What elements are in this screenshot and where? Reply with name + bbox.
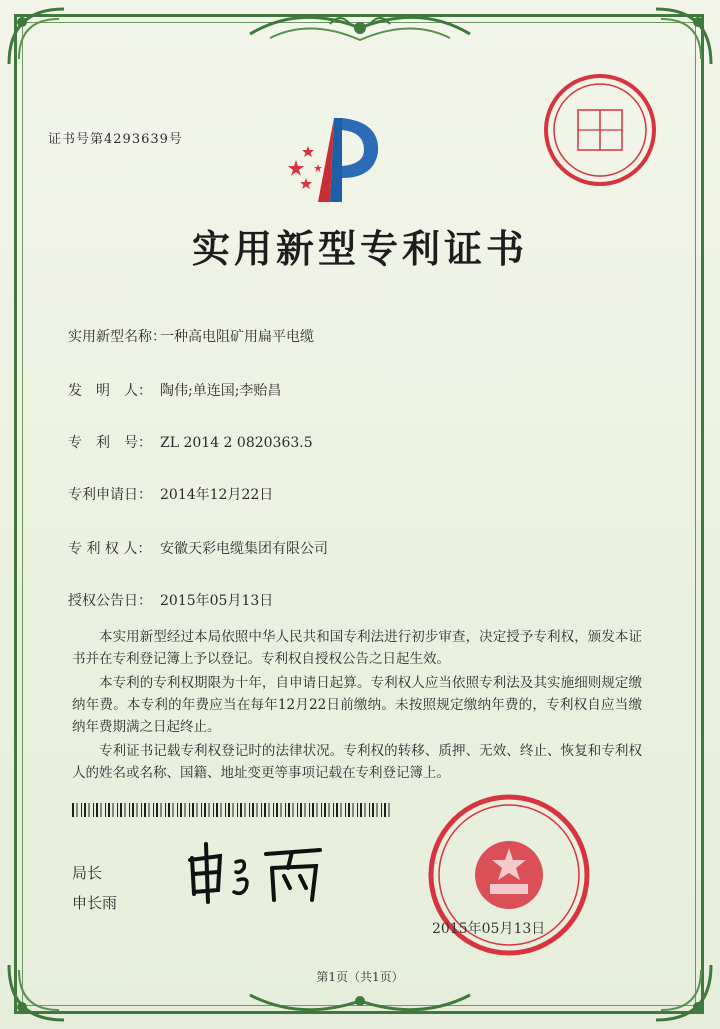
field-patent-number	[68, 432, 313, 452]
field-label: 专利申请日：	[68, 487, 152, 503]
page-number: 第1页（共1页）	[316, 970, 404, 984]
field-label: 专 利 号：	[68, 435, 152, 451]
field-value: ZL 2014 2 0820363.5	[160, 435, 313, 451]
certificate-body	[72, 626, 642, 786]
barcode	[72, 803, 390, 817]
bottom-ornament	[240, 985, 480, 1025]
body-paragraph-1: 本实用新型经过本局依照中华人民共和国专利法进行初步审查，决定授予专利权，颁发本证书并在专利登记簿上予以登记。专利权自授权公告之日起生效。	[72, 629, 642, 667]
body-paragraph-2: 本专利的专利权期限为十年，自申请日起算。专利权人应当依照专利法及其实施细则规定缴纳年费。本专利的年费应当在每年12月22日前缴纳。未按照规定缴纳年费的，专利权自应当缴纳年费期满之日起终止。	[72, 675, 642, 735]
corner-ornament-bl	[4, 955, 74, 1025]
top-ornament	[240, 4, 480, 52]
field-label: 实用新型名称：	[68, 329, 166, 345]
field-patentee	[68, 538, 328, 558]
director-name: 申长雨	[72, 894, 118, 912]
field-label: 发 明 人：	[68, 383, 152, 399]
field-value: 2014年12月22日	[160, 487, 274, 503]
certificate-number: 证书号第4293639号	[48, 132, 183, 147]
patent-office-emblem	[282, 112, 382, 208]
director-signature	[180, 838, 330, 908]
field-label: 专 利 权 人：	[68, 541, 152, 557]
corner-ornament-tl	[4, 4, 74, 74]
agency-seal-small	[540, 70, 660, 190]
field-value: 安徽天彩电缆集团有限公司	[160, 541, 328, 557]
director-title: 局长	[72, 864, 103, 882]
field-grant-date	[68, 590, 273, 610]
body-paragraph-3: 专利证书记载专利权登记时的法律状况。专利权的转移、质押、无效、终止、恢复和专利权人的姓名或名称、国籍、地址变更等事项记载在专利登记簿上。	[72, 743, 642, 781]
field-application-date	[68, 484, 273, 504]
corner-ornament-tr	[646, 4, 716, 74]
certificate-title: 实用新型专利证书	[191, 226, 528, 271]
field-label: 授权公告日：	[68, 593, 152, 609]
field-inventors	[68, 380, 281, 400]
field-value: 2015年05月13日	[160, 593, 274, 609]
corner-ornament-br	[646, 955, 716, 1025]
field-utility-model-name	[68, 326, 314, 346]
seal-date: 2015年05月13日	[432, 921, 546, 937]
field-value: 陶伟;单连国;李贻昌	[160, 383, 282, 399]
field-value: 一种高电阻矿用扁平电缆	[160, 329, 314, 345]
